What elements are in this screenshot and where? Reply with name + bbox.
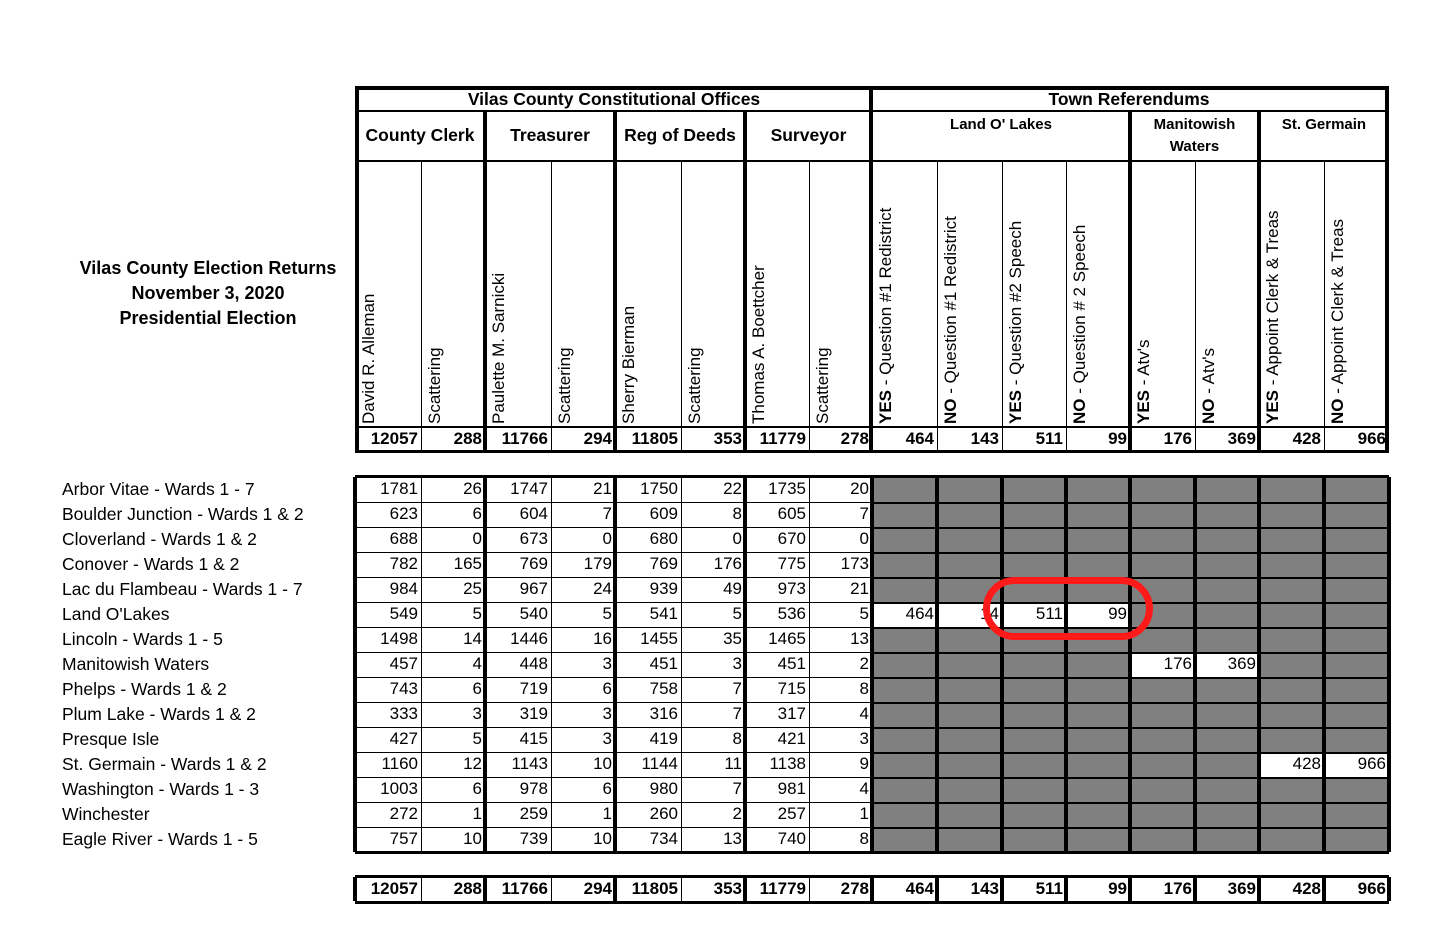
table-cell: 0 <box>602 529 612 548</box>
column-header-prefix: NO <box>1199 398 1218 424</box>
table-cell: 179 <box>583 554 612 573</box>
row-label: Boulder Junction - Wards 1 & 2 <box>62 504 304 524</box>
column-header-text: - Question # 2 Speech <box>1070 224 1089 399</box>
header-total-cell: 353 <box>713 429 742 448</box>
table-cell: 981 <box>777 779 806 798</box>
header-total-cell: 11766 <box>501 429 548 448</box>
report-title <box>58 256 358 331</box>
report-title-line-1: Vilas County Election Returns <box>79 258 337 278</box>
table-cell: 419 <box>649 729 678 748</box>
table-cell: 369 <box>1227 654 1256 673</box>
row-label: Presque Isle <box>62 729 160 749</box>
column-divider <box>937 160 938 452</box>
grand-total-cell: 143 <box>970 879 999 898</box>
column-header-prefix: YES <box>876 389 895 424</box>
table-cell: 0 <box>732 529 742 548</box>
table-cell: 7 <box>732 679 742 698</box>
column-header <box>619 166 639 424</box>
table-cell: 5 <box>472 729 482 748</box>
grand-total-cell: 11779 <box>759 879 806 898</box>
table-cell: 16 <box>593 629 612 648</box>
table-cell: 316 <box>649 704 678 723</box>
table-cell: 6 <box>602 679 612 698</box>
table-cell: 1750 <box>640 479 678 498</box>
table-cell: 7 <box>859 504 869 523</box>
row-label: St. Germain - Wards 1 & 2 <box>62 754 267 774</box>
table-cell: 680 <box>649 529 678 548</box>
table-cell: 451 <box>777 654 806 673</box>
table-cell: 6 <box>472 504 482 523</box>
header-total-cell: 11805 <box>631 429 678 448</box>
table-cell: 421 <box>777 729 806 748</box>
column-line <box>809 477 810 852</box>
table-cell: 549 <box>389 604 418 623</box>
table-cell: 448 <box>519 654 548 673</box>
column-line <box>1257 477 1261 852</box>
table-cell: 25 <box>463 579 482 598</box>
table-cell: 1144 <box>641 754 678 773</box>
grand-total-cell: 176 <box>1163 879 1192 898</box>
table-cell: 3 <box>472 704 482 723</box>
grand-total-cell: 294 <box>583 879 612 898</box>
table-cell: 8 <box>859 829 869 848</box>
table-cell: 1 <box>472 804 482 823</box>
table-cell: 757 <box>389 829 418 848</box>
row-label: Conover - Wards 1 & 2 <box>62 554 240 574</box>
table-cell: 605 <box>777 504 806 523</box>
table-cell: 259 <box>519 804 548 823</box>
grand-total-cell: 428 <box>1292 879 1321 898</box>
column-line <box>1000 477 1004 852</box>
group-constitutional-offices: Vilas County Constitutional Offices <box>467 89 761 109</box>
table-cell: 260 <box>649 804 678 823</box>
column-divider <box>1195 160 1196 452</box>
column-line <box>1387 477 1391 852</box>
column-line <box>743 477 747 852</box>
table-cell: 428 <box>1292 754 1321 773</box>
table-cell: 176 <box>1163 654 1192 673</box>
table-cell: 6 <box>472 779 482 798</box>
office-header: County Clerk <box>365 125 475 145</box>
table-cell: 10 <box>463 829 482 848</box>
table-cell: 1781 <box>380 479 418 498</box>
column-header-text: - Appoint Clerk & Treas <box>1263 210 1282 390</box>
table-cell: 20 <box>850 479 869 498</box>
grand-total-cell: 11766 <box>501 879 548 898</box>
row-label: Manitowish Waters <box>62 654 210 674</box>
town-header <box>1130 114 1259 158</box>
town-row-bottom <box>872 160 1389 162</box>
column-line <box>1322 477 1326 852</box>
column-divider <box>681 160 682 452</box>
column-header-text: - Question #2 Speech <box>1006 220 1025 390</box>
table-cell: 715 <box>777 679 806 698</box>
header-total-cell: 143 <box>970 429 999 448</box>
column-line <box>870 477 874 852</box>
table-cell: 3 <box>859 729 869 748</box>
table-cell: 13 <box>723 829 742 848</box>
column-header-text: Sherry Bierman <box>619 305 638 424</box>
report-title-line-2: November 3, 2020 <box>131 283 285 303</box>
column-line <box>421 477 422 852</box>
red-circle-annotation <box>983 577 1153 640</box>
header-total-cell: 511 <box>1035 429 1063 448</box>
table-cell: 10 <box>593 829 612 848</box>
grand-total-cell: 966 <box>1357 879 1386 898</box>
table-cell: 973 <box>777 579 806 598</box>
row-label: Arbor Vitae - Wards 1 - 7 <box>62 479 255 499</box>
column-header <box>489 166 509 424</box>
header-total-cell: 99 <box>1108 429 1127 448</box>
table-cell: 739 <box>519 829 548 848</box>
column-header-text: David R. Alleman <box>359 293 378 424</box>
table-cell: 3 <box>602 654 612 673</box>
table-cell: 623 <box>389 504 418 523</box>
table-cell: 980 <box>649 779 678 798</box>
table-cell: 14 <box>463 629 482 648</box>
office-header: Treasurer <box>510 125 590 145</box>
column-header <box>749 166 769 424</box>
table-cell: 26 <box>463 479 482 498</box>
table-cell: 758 <box>649 679 678 698</box>
table-cell: 5 <box>472 604 482 623</box>
table-cell: 415 <box>519 729 548 748</box>
table-cell: 2 <box>859 654 869 673</box>
table-cell: 173 <box>840 554 869 573</box>
table-cell: 967 <box>519 579 548 598</box>
table-cell: 11 <box>724 754 742 773</box>
row-label: Lac du Flambeau - Wards 1 - 7 <box>62 579 303 599</box>
row-label: Phelps - Wards 1 & 2 <box>62 679 227 699</box>
table-cell: 272 <box>389 804 418 823</box>
table-cell: 1446 <box>510 629 548 648</box>
column-divider <box>1324 160 1325 452</box>
column-header <box>425 166 445 424</box>
table-cell: 35 <box>723 629 742 648</box>
table-cell: 511 <box>1035 604 1063 623</box>
table-cell: 540 <box>519 604 548 623</box>
table-cell: 536 <box>777 604 806 623</box>
table-cell: 3 <box>732 654 742 673</box>
row-label: Plum Lake - Wards 1 & 2 <box>62 704 256 724</box>
column-header <box>1134 166 1154 424</box>
table-cell: 3 <box>602 729 612 748</box>
table-cell: 21 <box>850 579 869 598</box>
row-label: Lincoln - Wards 1 - 5 <box>62 629 223 649</box>
table-cell: 257 <box>777 804 806 823</box>
table-cell: 775 <box>777 554 806 573</box>
table-cell: 1003 <box>380 779 418 798</box>
column-header <box>1263 166 1283 424</box>
table-cell: 1160 <box>381 754 418 773</box>
table-cell: 165 <box>453 554 482 573</box>
column-header <box>1328 166 1348 424</box>
table-cell: 1498 <box>380 629 418 648</box>
table-cell: 688 <box>389 529 418 548</box>
column-header-prefix: YES <box>1134 389 1153 424</box>
table-cell: 333 <box>389 704 418 723</box>
town-header-label: St. Germain <box>1281 116 1367 133</box>
table-cell: 1143 <box>511 754 548 773</box>
column-header-text: - Atv's <box>1199 348 1218 399</box>
column-header <box>359 166 379 424</box>
grand-total-cell: 511 <box>1035 879 1063 898</box>
table-cell: 3 <box>602 704 612 723</box>
table-cell: 734 <box>649 829 678 848</box>
grand-total-cell: 464 <box>905 879 934 898</box>
header-total-cell: 12057 <box>370 429 418 448</box>
table-cell: 609 <box>649 504 678 523</box>
table-cell: 14 <box>980 604 999 623</box>
table-cell: 966 <box>1357 754 1386 773</box>
table-cell: 451 <box>649 654 678 673</box>
table-cell: 319 <box>519 704 548 723</box>
header-right-border <box>1385 86 1389 452</box>
header-total-cell: 464 <box>905 429 934 448</box>
grand-total-cell: 278 <box>840 879 869 898</box>
column-header-text: Paulette M. Sarnicki <box>489 272 508 424</box>
table-cell: 5 <box>732 604 742 623</box>
column-header <box>1070 166 1090 424</box>
table-cell: 21 <box>593 479 612 498</box>
table-cell: 427 <box>389 729 418 748</box>
table-cell: 6 <box>602 779 612 798</box>
table-cell: 4 <box>472 654 482 673</box>
column-header <box>555 166 575 424</box>
table-cell: 541 <box>649 604 678 623</box>
table-cell: 1747 <box>510 479 548 498</box>
column-header-text: Scattering <box>685 347 704 424</box>
column-header <box>685 166 705 424</box>
column-header-prefix: NO <box>1070 398 1089 424</box>
table-cell: 939 <box>649 579 678 598</box>
row-label: Land O'Lakes <box>62 604 170 624</box>
table-cell: 317 <box>777 704 806 723</box>
column-header-text: Scattering <box>425 347 444 424</box>
table-cell: 9 <box>859 754 869 773</box>
town-header-label: Manitowish <box>1153 116 1236 133</box>
table-cell: 99 <box>1108 604 1127 623</box>
column-line <box>613 477 617 852</box>
table-cell: 782 <box>389 554 418 573</box>
table-cell: 464 <box>905 604 934 623</box>
grand-total-cell: 99 <box>1108 879 1127 898</box>
column-header-text: - Appoint Clerk & Treas <box>1328 218 1347 399</box>
column-header-text: - Question #1 Redistrict <box>876 207 895 390</box>
header-total-cell: 966 <box>1357 429 1386 448</box>
column-divider <box>809 160 810 452</box>
column-line <box>935 477 939 852</box>
table-cell: 740 <box>777 829 806 848</box>
table-cell: 7 <box>732 779 742 798</box>
town-header-label: Land O' Lakes <box>950 116 1052 133</box>
header-total-cell: 428 <box>1292 429 1321 448</box>
row-label: Winchester <box>62 804 150 824</box>
grand-total-cell: 353 <box>713 879 742 898</box>
report-title-line-3: Presidential Election <box>119 308 297 328</box>
town-header <box>872 114 1130 136</box>
group-row-bottom <box>355 110 1389 112</box>
column-header-text: - Question #1 Redistrict <box>941 216 960 399</box>
table-cell: 22 <box>723 479 742 498</box>
table-cell: 13 <box>850 629 869 648</box>
row-label: Eagle River - Wards 1 - 5 <box>62 829 258 849</box>
column-header-text: Scattering <box>555 347 574 424</box>
header-total-cell: 288 <box>453 429 482 448</box>
table-cell: 743 <box>389 679 418 698</box>
column-header-prefix: NO <box>1328 398 1347 424</box>
office-row-bottom <box>355 160 872 162</box>
table-cell: 978 <box>519 779 548 798</box>
table-cell: 7 <box>732 704 742 723</box>
table-cell: 6 <box>472 679 482 698</box>
table-cell: 176 <box>713 554 742 573</box>
column-divider <box>421 160 422 452</box>
table-cell: 1465 <box>768 629 806 648</box>
table-cell: 0 <box>859 529 869 548</box>
header-total-cell: 11779 <box>759 429 806 448</box>
table-cell: 604 <box>519 504 548 523</box>
column-divider <box>1066 160 1067 452</box>
office-header: Surveyor <box>770 125 847 145</box>
grand-total-cell: 369 <box>1227 879 1256 898</box>
header-total-cell: 294 <box>583 429 612 448</box>
table-cell: 4 <box>859 779 869 798</box>
table-cell: 5 <box>602 604 612 623</box>
table-cell: 0 <box>472 529 482 548</box>
column-divider <box>551 160 552 452</box>
column-header-prefix: YES <box>1006 389 1025 424</box>
office-header: Reg of Deeds <box>624 125 736 145</box>
table-cell: 2 <box>732 804 742 823</box>
table-cell: 12 <box>463 754 482 773</box>
table-cell: 24 <box>593 579 612 598</box>
table-cell: 1735 <box>768 479 806 498</box>
column-line <box>1064 477 1068 852</box>
row-label: Washington - Wards 1 - 3 <box>62 779 260 799</box>
column-header-text: - Atv's <box>1134 339 1153 390</box>
table-cell: 1455 <box>640 629 678 648</box>
table-cell: 457 <box>389 654 418 673</box>
table-cell: 49 <box>723 579 742 598</box>
grand-total-cell: 12057 <box>370 879 418 898</box>
column-header <box>941 166 961 424</box>
header-total-cell: 369 <box>1227 429 1256 448</box>
group-town-referendums: Town Referendums <box>1048 89 1210 109</box>
table-cell: 1138 <box>769 754 806 773</box>
column-header <box>813 166 833 424</box>
column-line <box>483 477 487 852</box>
column-line <box>551 477 552 852</box>
column-header-prefix: YES <box>1263 389 1282 424</box>
column-divider <box>1002 160 1003 452</box>
column-header <box>876 166 896 424</box>
town-header-label-line-2: Waters <box>1169 138 1220 155</box>
grand-total-bottom <box>355 901 1389 904</box>
table-cell: 8 <box>732 504 742 523</box>
column-header-prefix: NO <box>941 398 960 424</box>
table-cell: 5 <box>859 604 869 623</box>
table-cell: 673 <box>519 529 548 548</box>
row-label: Cloverland - Wards 1 & 2 <box>62 529 257 549</box>
column-header-text: Scattering <box>813 347 832 424</box>
table-cell: 4 <box>859 704 869 723</box>
grand-total-cell: 288 <box>453 879 482 898</box>
column-line <box>353 477 357 852</box>
table-cell: 8 <box>732 729 742 748</box>
column-line <box>1128 477 1132 852</box>
table-cell: 7 <box>602 504 612 523</box>
column-header <box>1006 166 1026 424</box>
table-cell: 769 <box>649 554 678 573</box>
table-cell: 10 <box>593 754 612 773</box>
column-line <box>681 477 682 852</box>
header-total-cell: 176 <box>1163 429 1192 448</box>
header-total-cell: 278 <box>840 429 869 448</box>
table-cell: 719 <box>519 679 548 698</box>
town-header <box>1259 114 1389 136</box>
table-cell: 1 <box>859 804 869 823</box>
table-cell: 769 <box>519 554 548 573</box>
column-header-text: Thomas A. Boettcher <box>749 265 768 424</box>
table-cell: 670 <box>777 529 806 548</box>
column-header <box>1199 166 1219 424</box>
grand-total-cell: 11805 <box>631 879 678 898</box>
column-line <box>1193 477 1197 852</box>
table-cell: 8 <box>859 679 869 698</box>
table-cell: 984 <box>389 579 418 598</box>
table-cell: 1 <box>602 804 612 823</box>
